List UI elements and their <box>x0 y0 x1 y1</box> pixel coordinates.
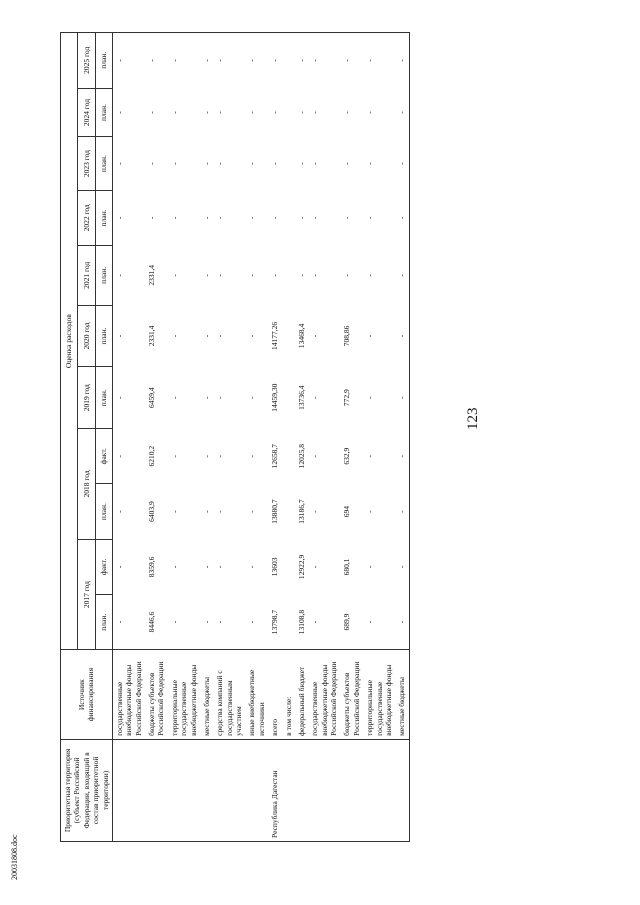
value-cell: - <box>247 454 257 458</box>
value-cell: - <box>270 274 280 277</box>
value-cell: - <box>310 454 320 458</box>
value-cell: - <box>215 162 225 165</box>
table-row <box>308 33 340 842</box>
header-subcol: план. <box>95 246 112 306</box>
value-cell: - <box>201 111 211 114</box>
source-cell: бюджеты субъектов Российской Федерации <box>340 650 363 739</box>
value-cell: - <box>365 216 375 220</box>
value-cell <box>282 429 295 484</box>
value-cell: - <box>365 111 375 114</box>
value-cell: - <box>310 216 320 220</box>
table-row <box>282 33 295 842</box>
value-cell: - <box>310 111 320 114</box>
value-cell <box>282 33 295 89</box>
value-cell: - <box>114 162 124 165</box>
table-row <box>268 33 281 842</box>
territory-cell <box>295 739 308 841</box>
value-cell: - <box>365 510 375 513</box>
source-cell: федеральный бюджет <box>295 650 308 739</box>
value-cell: - <box>247 510 257 513</box>
value-cell: 13798,7 <box>270 609 280 635</box>
value-cell: - <box>215 396 225 399</box>
table-row <box>363 33 395 842</box>
header-year: 2020 год <box>78 305 95 367</box>
value-cell: - <box>342 162 352 165</box>
value-cell: - <box>296 216 306 220</box>
table-row <box>395 33 409 842</box>
value-cell: - <box>365 162 375 165</box>
territory-cell <box>363 739 395 841</box>
value-cell: - <box>114 454 124 458</box>
value-cell: - <box>363 33 395 89</box>
source-cell: всего <box>268 650 281 739</box>
value-cell: - <box>247 216 257 220</box>
value-cell: 13736,4 <box>296 385 306 410</box>
value-cell: - <box>342 111 352 114</box>
value-cell: - <box>395 539 409 594</box>
value-cell: - <box>169 216 179 220</box>
table-header <box>61 33 113 842</box>
value-cell: - <box>201 396 211 399</box>
value-cell: 708,86 <box>342 325 352 347</box>
value-cell: - <box>395 88 409 137</box>
expenses-table <box>60 32 410 842</box>
value-cell <box>282 539 295 594</box>
value-cell: - <box>310 274 320 277</box>
header-year: 2023 год <box>78 137 95 190</box>
value-cell: - <box>365 396 375 399</box>
value-cell: - <box>201 334 211 338</box>
value-cell: 6403,9 <box>147 501 156 522</box>
territory-cell <box>145 739 168 841</box>
value-cell: - <box>310 565 320 569</box>
value-cell: - <box>201 216 211 220</box>
value-cell: 13603 <box>270 557 280 577</box>
value-cell: - <box>310 334 320 338</box>
territory-cell: Республика Дагестан <box>268 739 281 841</box>
value-cell: - <box>215 111 225 114</box>
table-row <box>112 33 145 842</box>
value-cell: - <box>395 367 409 429</box>
value-cell: - <box>395 33 409 89</box>
source-cell: территориальные государственные внебюджетные фонды <box>363 650 395 739</box>
value-cell: 2331,4 <box>147 325 156 347</box>
value-cell: - <box>247 274 257 277</box>
value-cell: - <box>201 274 211 277</box>
table-row <box>145 33 168 842</box>
header-source: Источник финансирования <box>61 650 113 739</box>
value-cell: - <box>201 454 211 458</box>
value-cell: - <box>310 162 320 165</box>
value-cell: - <box>169 620 179 624</box>
value-cell: 12025,8 <box>296 444 306 469</box>
header-subcol: факт. <box>95 539 112 594</box>
value-cell: - <box>169 111 179 114</box>
value-cell: - <box>200 33 213 89</box>
value-cell: - <box>247 620 257 624</box>
value-cell: - <box>395 429 409 484</box>
value-cell: - <box>245 33 268 89</box>
header-year: 2019 год <box>78 367 95 429</box>
territory-cell <box>245 739 268 841</box>
header-year: 2022 год <box>78 190 95 245</box>
value-cell: 8359,6 <box>147 556 156 578</box>
source-cell: средства компаний с государственным участием <box>213 650 245 739</box>
value-cell: - <box>395 246 409 306</box>
value-cell <box>282 246 295 306</box>
value-cell: 632,9 <box>342 447 352 465</box>
value-cell <box>282 595 295 650</box>
value-cell: 13468,4 <box>296 323 306 349</box>
table-row <box>168 33 200 842</box>
value-cell: - <box>169 274 179 277</box>
value-cell: - <box>215 334 225 338</box>
value-cell: - <box>215 565 225 569</box>
source-cell: государственные внебюджетные фонды Российской Федерации <box>308 650 340 739</box>
value-cell: - <box>247 565 257 569</box>
header-subcol: план. <box>95 190 112 245</box>
value-cell: - <box>365 334 375 338</box>
value-cell: 13880,7 <box>270 499 280 524</box>
source-cell: местные бюджеты <box>200 650 213 739</box>
territory-cell <box>200 739 213 841</box>
value-cell: - <box>114 396 124 399</box>
value-cell: - <box>342 274 352 277</box>
value-cell: - <box>114 620 124 624</box>
territory-cell <box>340 739 363 841</box>
value-cell <box>282 484 295 539</box>
value-cell: - <box>342 216 352 220</box>
header-year: 2024 год <box>78 88 95 137</box>
value-cell: - <box>365 620 375 624</box>
table-body <box>112 33 409 842</box>
value-cell: - <box>201 162 211 165</box>
source-cell: государственные внебюджетные фонды Российской Федерации <box>112 650 145 739</box>
value-cell <box>282 137 295 190</box>
table-row <box>200 33 213 842</box>
value-cell: - <box>270 216 280 220</box>
value-cell: - <box>215 510 225 513</box>
source-cell: в том числе: <box>282 650 295 739</box>
value-cell: - <box>247 111 257 114</box>
territory-cell <box>213 739 245 841</box>
rotated-page <box>60 32 625 842</box>
value-cell: 689,9 <box>342 613 352 631</box>
header-subcol: факт. <box>95 429 112 484</box>
table-row <box>213 33 245 842</box>
value-cell: - <box>169 454 179 458</box>
value-cell: 772,9 <box>342 389 352 407</box>
value-cell <box>282 190 295 245</box>
value-cell <box>282 88 295 137</box>
value-cell <box>282 367 295 429</box>
table-row <box>245 33 268 842</box>
value-cell: - <box>147 111 156 114</box>
territory-cell <box>395 739 409 841</box>
header-year: 2018 год <box>78 429 95 540</box>
table-row <box>340 33 363 842</box>
value-cell: - <box>145 33 168 89</box>
header-subcol: план. <box>95 595 112 650</box>
value-cell: - <box>310 396 320 399</box>
page-number: 123 <box>465 407 481 430</box>
header-subcol: план. <box>95 33 112 89</box>
value-cell: - <box>201 510 211 513</box>
value-cell: - <box>310 620 320 624</box>
header-subcol: план. <box>95 367 112 429</box>
value-cell: - <box>365 565 375 569</box>
source-cell: местные бюджеты <box>395 650 409 739</box>
territory-cell <box>168 739 200 841</box>
value-cell: - <box>247 162 257 165</box>
value-cell: 8446,6 <box>147 611 156 633</box>
value-cell: - <box>169 565 179 569</box>
value-cell: 2331,4 <box>147 265 156 286</box>
value-cell: - <box>395 305 409 367</box>
value-cell: - <box>114 565 124 569</box>
value-cell: 6210,2 <box>147 445 156 467</box>
source-cell: территориальные государственные внебюджетные фонды <box>168 650 200 739</box>
value-cell: - <box>247 396 257 399</box>
value-cell: 14459,30 <box>270 383 280 412</box>
source-cell: иные внебюджетные источники <box>245 650 268 739</box>
value-cell: - <box>215 454 225 458</box>
value-cell: - <box>296 162 306 165</box>
table-row <box>295 33 308 842</box>
value-cell: - <box>169 510 179 513</box>
value-cell: - <box>112 33 145 89</box>
value-cell: 12658,7 <box>270 444 280 469</box>
source-cell: бюджеты субъектов Российской Федерации <box>145 650 168 739</box>
value-cell: 12922,9 <box>296 554 306 580</box>
value-cell: - <box>340 33 363 89</box>
value-cell: - <box>395 484 409 539</box>
value-cell: - <box>114 216 124 220</box>
value-cell: 13186,7 <box>296 499 306 524</box>
value-cell: - <box>114 274 124 277</box>
territory-cell <box>282 739 295 841</box>
value-cell: - <box>114 334 124 338</box>
value-cell: 6459,4 <box>147 387 156 408</box>
value-cell: - <box>213 33 245 89</box>
value-cell: - <box>247 334 257 338</box>
header-subcol: план. <box>95 88 112 137</box>
value-cell: - <box>310 510 320 513</box>
value-cell: - <box>169 334 179 338</box>
value-cell <box>282 305 295 367</box>
value-cell: - <box>268 33 281 89</box>
value-cell: - <box>296 111 306 114</box>
header-year: 2025 год <box>78 33 95 89</box>
value-cell: 13108,8 <box>296 609 306 635</box>
header-subcol: план. <box>95 484 112 539</box>
header-year: 2021 год <box>78 246 95 306</box>
header-subcol: план. <box>95 305 112 367</box>
value-cell: - <box>201 620 211 624</box>
value-cell: 694 <box>342 505 352 518</box>
footer-filename: 20031808.doc <box>10 834 19 880</box>
header-subcol: план. <box>95 137 112 190</box>
value-cell: 680,1 <box>342 558 352 576</box>
value-cell: - <box>365 454 375 458</box>
value-cell: - <box>270 111 280 114</box>
value-cell: - <box>295 33 308 89</box>
value-cell: - <box>395 137 409 190</box>
value-cell: - <box>169 162 179 165</box>
value-cell: 14177,26 <box>270 321 280 351</box>
value-cell: - <box>308 33 340 89</box>
value-cell: - <box>114 510 124 513</box>
territory-cell <box>308 739 340 841</box>
value-cell: - <box>215 274 225 277</box>
territory-cell <box>112 739 145 841</box>
value-cell: - <box>169 396 179 399</box>
value-cell: - <box>215 620 225 624</box>
value-cell: - <box>168 33 200 89</box>
value-cell: - <box>114 111 124 114</box>
value-cell: - <box>395 595 409 650</box>
header-year: 2017 год <box>78 539 95 650</box>
value-cell: - <box>147 162 156 165</box>
header-estimate: Оценка расходов <box>61 33 78 650</box>
value-cell: - <box>215 216 225 220</box>
value-cell: - <box>365 274 375 277</box>
value-cell: - <box>296 274 306 277</box>
value-cell: - <box>270 162 280 165</box>
value-cell: - <box>395 190 409 245</box>
header-territory: Приоритетная территория (субъект Российской Федерации, входящий в состав приоритетной территории) <box>61 739 113 841</box>
value-cell: - <box>201 565 211 569</box>
value-cell: - <box>147 216 156 220</box>
